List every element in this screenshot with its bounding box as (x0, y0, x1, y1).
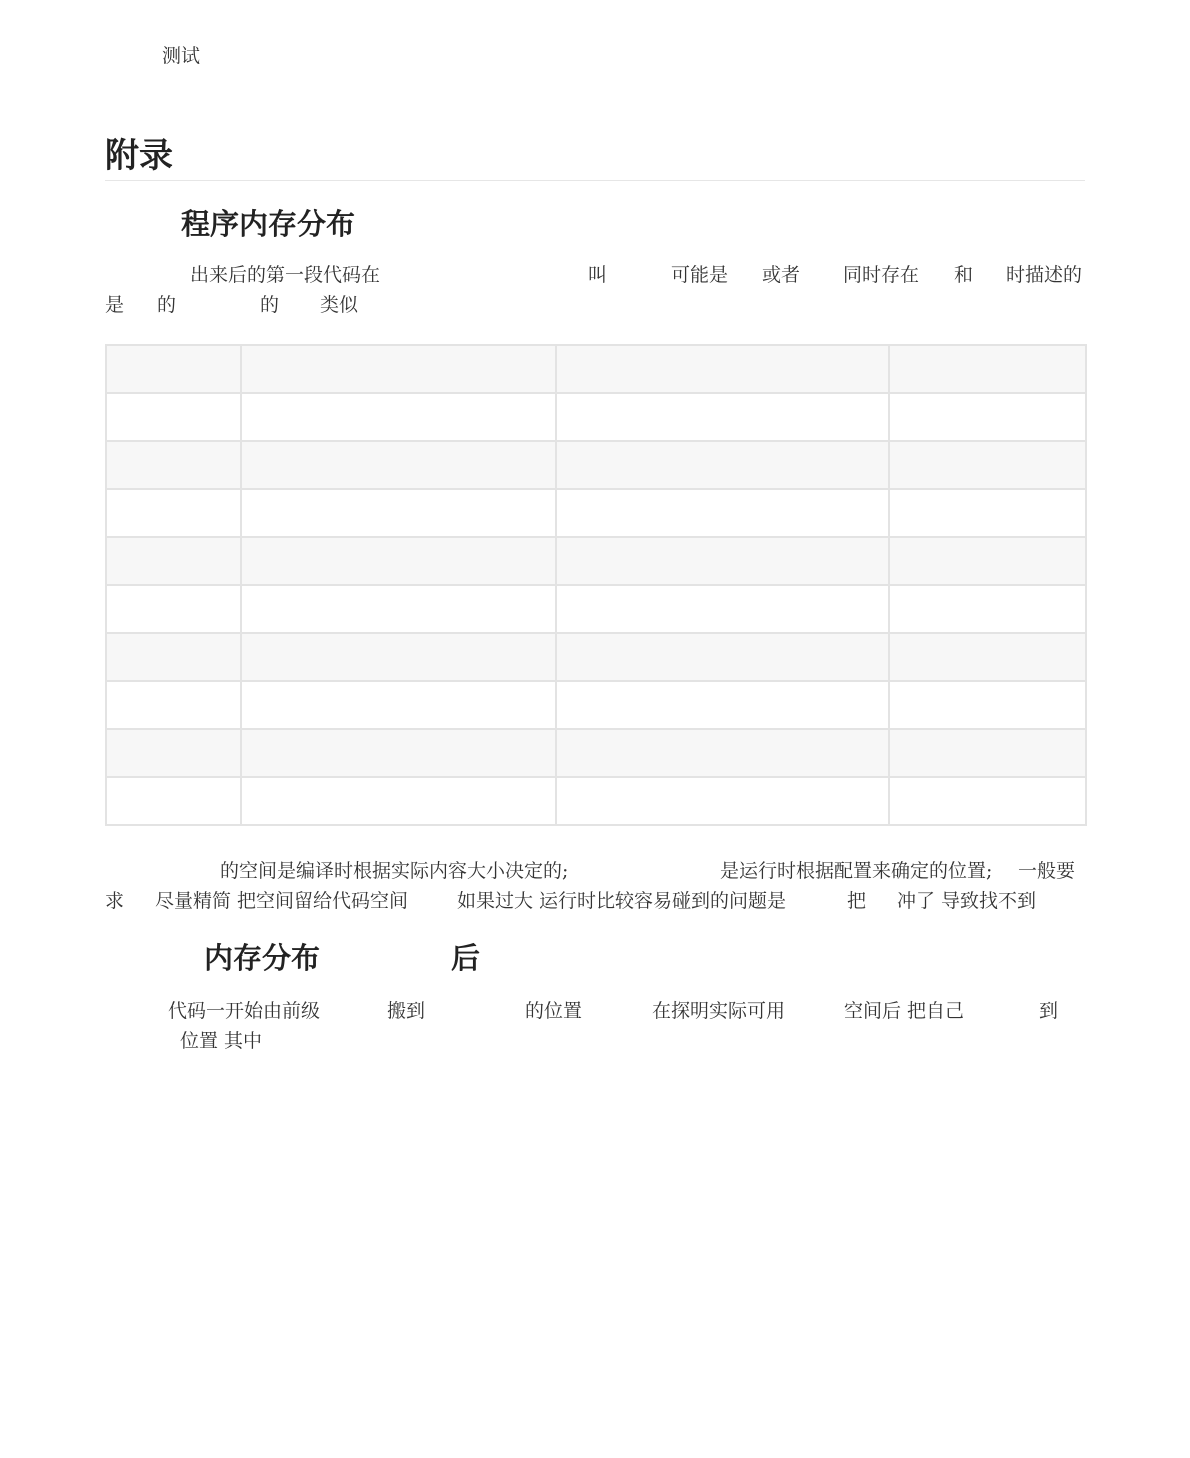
table-cell (556, 393, 889, 441)
table-row (106, 441, 1086, 489)
para3-frag-1: 搬到 (387, 1000, 426, 1022)
table-cell (556, 537, 889, 585)
table-cell (241, 441, 556, 489)
table-cell (106, 777, 241, 825)
table-cell (106, 345, 241, 393)
para3-frag-5: 到 (1039, 1000, 1059, 1022)
table-row (106, 681, 1086, 729)
table-row (106, 537, 1086, 585)
para2-frag-1: 是运行时根据配置来确定的位置; (720, 860, 993, 882)
para3-frag-4: 空间后 把自己 (844, 1000, 965, 1022)
table-cell (556, 633, 889, 681)
table-cell (106, 729, 241, 777)
top-label: 测试 (162, 45, 201, 67)
table-cell (889, 585, 1086, 633)
table-row (106, 633, 1086, 681)
para2-frag-2: 一般要 (1018, 860, 1076, 882)
table-cell (889, 777, 1086, 825)
para1-frag-4: 同时存在 (843, 264, 920, 286)
table-cell (889, 729, 1086, 777)
para2-frag-0: 的空间是编译时根据实际内容大小决定的; (220, 860, 569, 882)
table-cell (106, 681, 241, 729)
para1-frag-3: 或者 (762, 264, 801, 286)
table-cell (556, 441, 889, 489)
table-cell (241, 489, 556, 537)
table-cell (241, 729, 556, 777)
table-cell (241, 777, 556, 825)
table-cell (556, 681, 889, 729)
para2-line2-frag-2: 如果过大 运行时比较容易碰到的问题是 (457, 890, 787, 912)
para2-line2-frag-1: 尽量精简 把空间留给代码空间 (155, 890, 409, 912)
para3-frag-2: 的位置 (525, 1000, 583, 1022)
memory-layout-heading: 程序内存分布 (181, 207, 356, 241)
para1-frag-2: 可能是 (671, 264, 729, 286)
memory-after-heading-part2: 后 (451, 941, 481, 975)
para3-line2-frag-0: 位置 其中 (180, 1030, 263, 1052)
para1-line2-frag-2: 的 (260, 294, 280, 316)
para2-line2-frag-0: 求 (105, 890, 125, 912)
table-cell (889, 537, 1086, 585)
table-row (106, 489, 1086, 537)
para1-line2-frag-3: 类似 (320, 294, 359, 316)
table-cell (889, 345, 1086, 393)
table-cell (889, 441, 1086, 489)
table-cell (106, 441, 241, 489)
para1-frag-1: 叫 (588, 264, 608, 286)
table-cell (556, 777, 889, 825)
table-cell (241, 537, 556, 585)
memory-after-heading-part1: 内存分布 (204, 941, 321, 975)
table-cell (556, 489, 889, 537)
para1-frag-0: 出来后的第一段代码在 (190, 264, 381, 286)
table-cell (241, 681, 556, 729)
para3-frag-3: 在探明实际可用 (652, 1000, 786, 1022)
table-cell (106, 489, 241, 537)
table-cell (106, 585, 241, 633)
table-cell (241, 633, 556, 681)
table-row (106, 585, 1086, 633)
table-cell (106, 537, 241, 585)
table-cell (106, 393, 241, 441)
heading-divider (105, 180, 1085, 181)
table-row (106, 729, 1086, 777)
para2-line2-frag-4: 冲了 导致找不到 (897, 890, 1037, 912)
table-row (106, 777, 1086, 825)
para1-line2-frag-1: 的 (157, 294, 177, 316)
memory-table (105, 344, 1087, 826)
table-header-row (106, 345, 1086, 393)
appendix-heading: 附录 (105, 136, 173, 176)
table-row (106, 393, 1086, 441)
para1-frag-5: 和 (954, 264, 974, 286)
table-cell (556, 585, 889, 633)
para1-line2-frag-0: 是 (105, 294, 125, 316)
para1-frag-6: 时描述的 (1006, 264, 1083, 286)
table-cell (556, 729, 889, 777)
table-cell (241, 585, 556, 633)
para3-frag-0: 代码一开始由前级 (168, 1000, 321, 1022)
table-cell (556, 345, 889, 393)
table-cell (889, 681, 1086, 729)
table-cell (241, 345, 556, 393)
table-cell (241, 393, 556, 441)
table-cell (889, 393, 1086, 441)
para2-line2-frag-3: 把 (847, 890, 867, 912)
table-cell (889, 633, 1086, 681)
table-cell (106, 633, 241, 681)
table-cell (889, 489, 1086, 537)
